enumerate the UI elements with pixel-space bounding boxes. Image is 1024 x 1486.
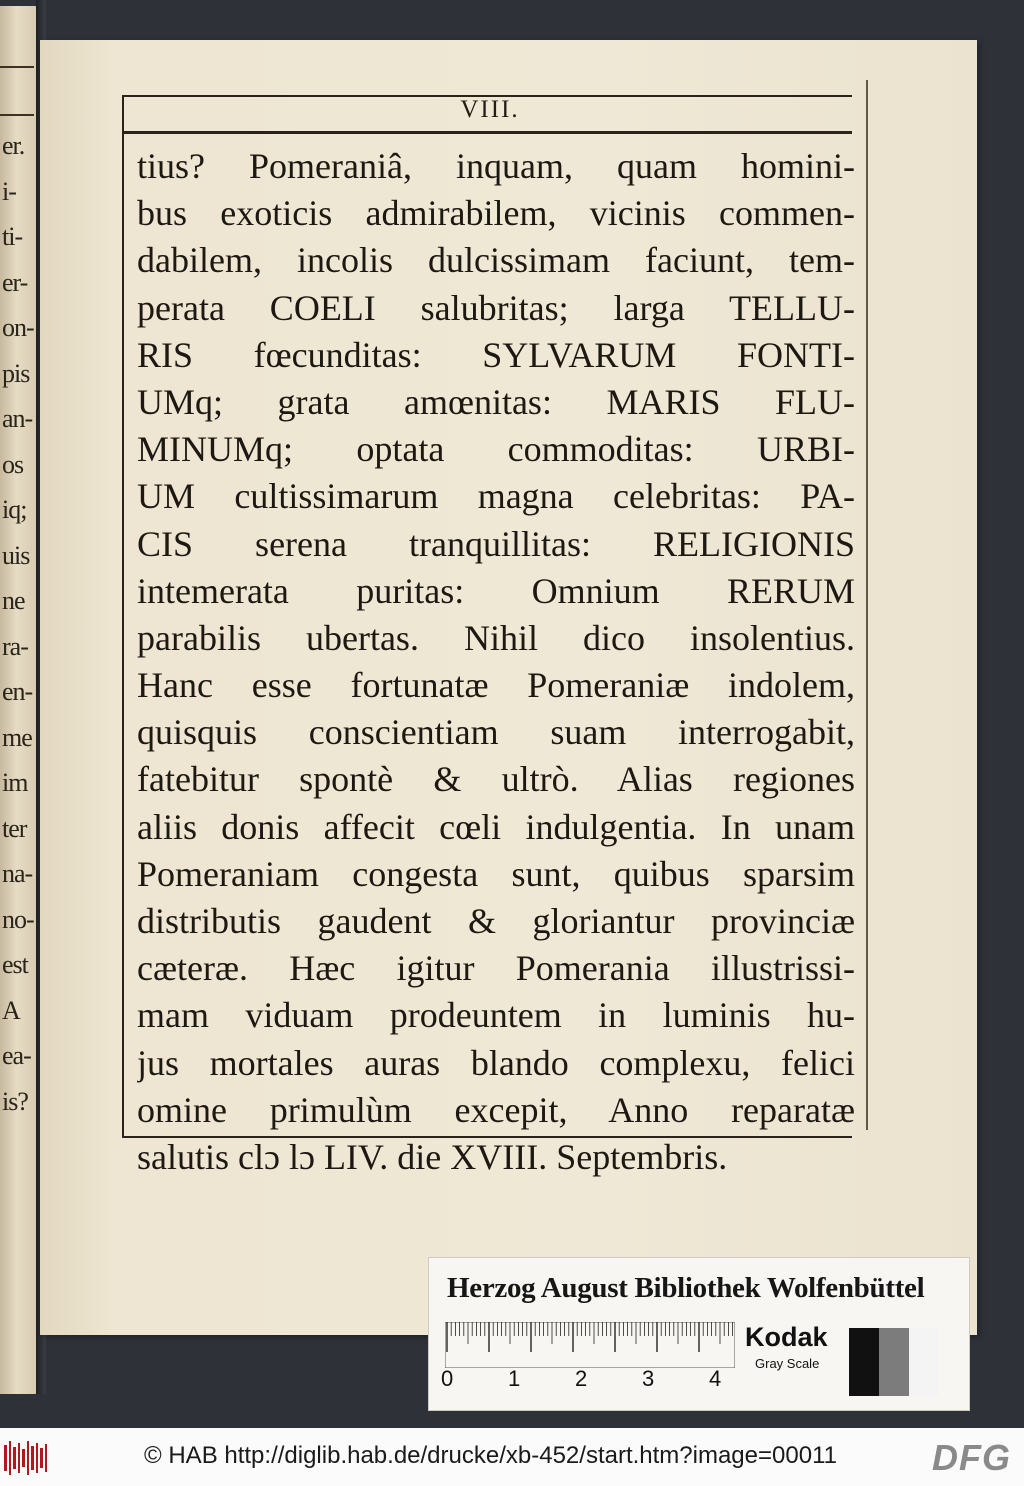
text-line: omine primulùm excepit, Anno reparatæ [137,1089,855,1130]
prev-page-fragment: iq; [2,495,27,524]
prev-page-fragment: uis [2,540,30,570]
text-line: UMq; grata amœnitas: MARIS FLU- [137,381,855,422]
prev-page-fragment: is? [2,1086,28,1116]
frame-header-rule [122,131,852,134]
text-line: RIS fœcunditas: SYLVARUM FONTI- [137,334,855,375]
prev-page-fragment: er. [2,131,25,160]
copyright-url[interactable]: © HAB http://diglib.hab.de/drucke/xb-452/start.htm?image=00011 [144,1442,837,1469]
prev-page-fragment: i- [2,176,16,206]
color-calibration-card [428,1257,970,1411]
text-line: mam viduam prodeuntem in luminis hu- [137,995,855,1036]
text-line: quisquis conscientiam suam interrogabit, [137,712,855,753]
gray-swatch [879,1328,909,1396]
prev-page-fragment: on- [2,313,34,342]
text-line: intemerata puritas: Omnium RERUM [137,570,855,611]
ruler-number: 2 [575,1366,588,1391]
prev-page-fragment: me [2,722,32,752]
hab-logo-icon [4,1441,48,1475]
gray-scale-swatches [849,1328,939,1396]
library-name: Herzog August Bibliothek Wolfenbüttel [447,1272,925,1304]
text-line: tius? Pomeraniâ, inquam, quam homini- [137,146,855,186]
text-line: dabilem, incolis dulcissimam faciunt, tem- [137,240,855,281]
frame-right-rule [866,80,868,1130]
page-number: VIII. [460,96,520,123]
prev-page-fragment: ter [2,813,27,843]
prev-page-fragment: na- [2,859,33,888]
prev-page-fragment: os [2,449,24,479]
gray-scale-label: Gray Scale [755,1356,820,1371]
prev-page-fragment: ra- [2,631,28,661]
frame-left-rule [122,95,124,1138]
text-line: parabilis ubertas. Nihil dico insolentius. [137,617,855,658]
gray-swatch [849,1328,879,1396]
text-line: Pomeraniam congesta sunt, quibus sparsim [137,853,855,894]
ruler-number: 1 [508,1366,521,1391]
prev-page-fragment: pis [2,358,30,388]
prev-page-fragment: ea- [2,1041,31,1070]
text-line: MINUMq; optata commoditas: URBI- [137,429,855,470]
prev-page-fragment: er- [2,267,28,297]
ruler-number: 4 [709,1366,722,1391]
text-line: salutis clɔ lɔ LIV. die XVIII. Septembris. [137,1136,728,1177]
text-line: UM cultissimarum magna celebritas: PA- [137,476,855,517]
prev-page-fragment: im [2,768,28,797]
text-line: cæteræ. Hæc igitur Pomerania illustrissi- [137,948,855,989]
text-line: fatebitur spontè & ultrò. Alias regiones [137,759,855,800]
text-line: aliis donis affecit cœli indulgentia. In unam [137,806,855,847]
ruler-number: 3 [642,1366,655,1391]
prev-page-rule [0,114,34,116]
footer-bar [0,1428,1024,1486]
prev-page-fragment: A [2,995,20,1025]
prev-page-fragment: an- [2,404,33,433]
prev-page-fragment: no- [2,904,34,934]
text-line: distributis gaudent & gloriantur provinciæ [137,901,855,941]
text-line: Hanc esse fortunatæ Pomeraniæ indolem, [137,665,855,706]
prev-page-rule [0,66,34,68]
prev-page-fragment: ne [2,586,25,615]
kodak-logo: Kodak [745,1322,828,1352]
ruler-number: 0 [441,1366,454,1391]
measurement-ruler [445,1322,735,1368]
prev-page-fragment: ti- [2,222,23,251]
text-line: jus mortales auras blando complexu, felici [137,1042,855,1083]
text-line: perata COELI salubritas; larga TELLU- [137,287,855,328]
dfg-logo: DFG [932,1437,1011,1478]
page-body-text [137,143,855,1181]
text-line: bus exoticis admirabilem, vicinis commen- [137,193,855,234]
gray-swatch [909,1328,939,1396]
text-line: CIS serena tranquillitas: RELIGIONIS [137,523,855,564]
prev-page-fragment: est [2,950,28,979]
prev-page-fragment: en- [2,677,33,706]
